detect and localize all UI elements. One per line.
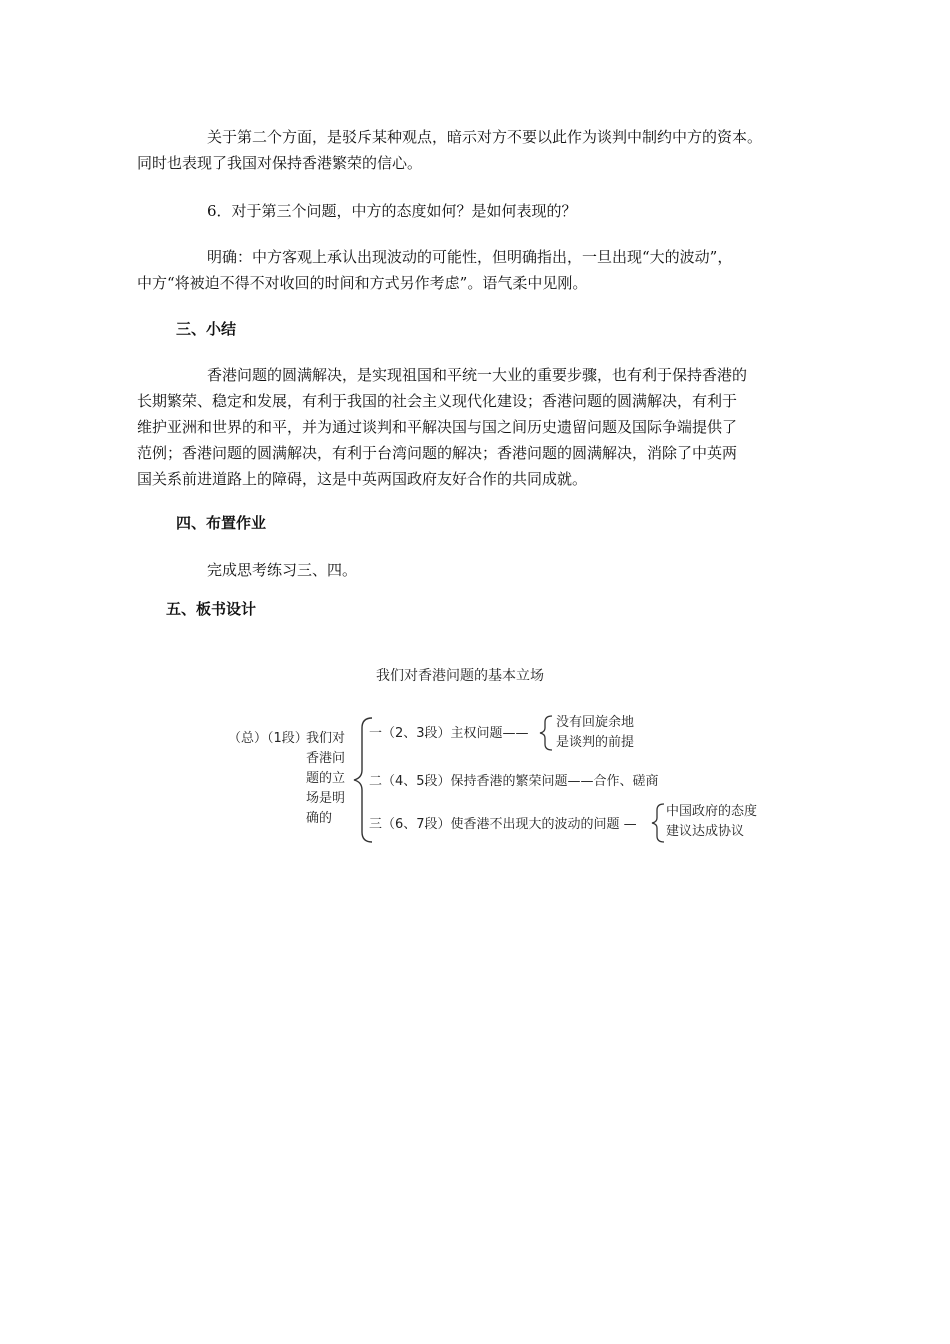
- branch1-brace: [540, 716, 552, 750]
- branch3-sub-line-2: 建议达成协议: [666, 824, 745, 839]
- branch3-sub-line-1: 中国政府的态度: [666, 804, 758, 819]
- branch1-sub-line-1: 没有回旋余地: [556, 715, 635, 730]
- root-text-line-1: 我们对: [306, 731, 346, 746]
- section4-heading: 四、布置作业: [176, 514, 267, 532]
- para1-line2: 同时也表现了我国对保持香港繁荣的信心。: [137, 154, 423, 172]
- summary-line-4: 范例；香港问题的圆满解决，有利于台湾问题的解决；香港问题的圆满解决，消除了中英两: [137, 444, 738, 462]
- root-text-line-2: 香港问: [306, 751, 346, 766]
- section3-heading: 三、小结: [176, 320, 237, 338]
- summary-line-5: 国关系前进道路上的障碍，这是中英两国政府友好合作的共同成就。: [137, 470, 588, 488]
- root-text-line-4: 场是明: [306, 791, 346, 806]
- homework-text: 完成思考练习三、四。: [207, 561, 358, 579]
- board-branch-1: 一（2、3段）主权问题——: [369, 726, 529, 741]
- board-title: 我们对香港问题的基本立场: [376, 668, 544, 684]
- summary-line-3: 维护亚洲和世界的和平，并为通过谈判和平解决国与国之间历史遗留问题及国际争端提供了: [137, 418, 738, 436]
- answer6-line1: 明确：中方客观上承认出现波动的可能性，但明确指出，一旦出现“大的波动”，: [207, 248, 733, 266]
- answer6-line2: 中方“将被迫不得不对收回的时间和方式另作考虑”。语气柔中见刚。: [137, 274, 588, 292]
- root-text-line-5: 确的: [306, 811, 333, 826]
- board-branch-3: 三（6、7段）使香港不出现大的波动的问题 —: [369, 817, 637, 832]
- summary-line-1: 香港问题的圆满解决，是实现祖国和平统一大业的重要步骤，也有利于保持香港的: [207, 366, 748, 384]
- branch3-brace: [652, 804, 664, 842]
- board-branch-2: 二（4、5段）保持香港的繁荣问题——合作、磋商: [369, 774, 659, 789]
- question-6: 6．对于第三个问题，中方的态度如何？是如何表现的？: [207, 202, 577, 220]
- board-root-label: （总）（1段）: [228, 731, 308, 746]
- root-text-line-3: 题的立: [306, 771, 346, 786]
- para1-line1: 关于第二个方面，是驳斥某种观点，暗示对方不要以此作为谈判中制约中方的资本。: [207, 128, 763, 146]
- branch1-sub-line-2: 是谈判的前提: [556, 735, 635, 750]
- board-branch-3-sub: [666, 802, 757, 842]
- summary-line-2: 长期繁荣、稳定和发展，有利于我国的社会主义现代化建设；香港问题的圆满解决，有利于: [137, 392, 738, 410]
- section5-heading: 五、板书设计: [166, 600, 257, 618]
- board-branch-1-sub: [556, 713, 634, 753]
